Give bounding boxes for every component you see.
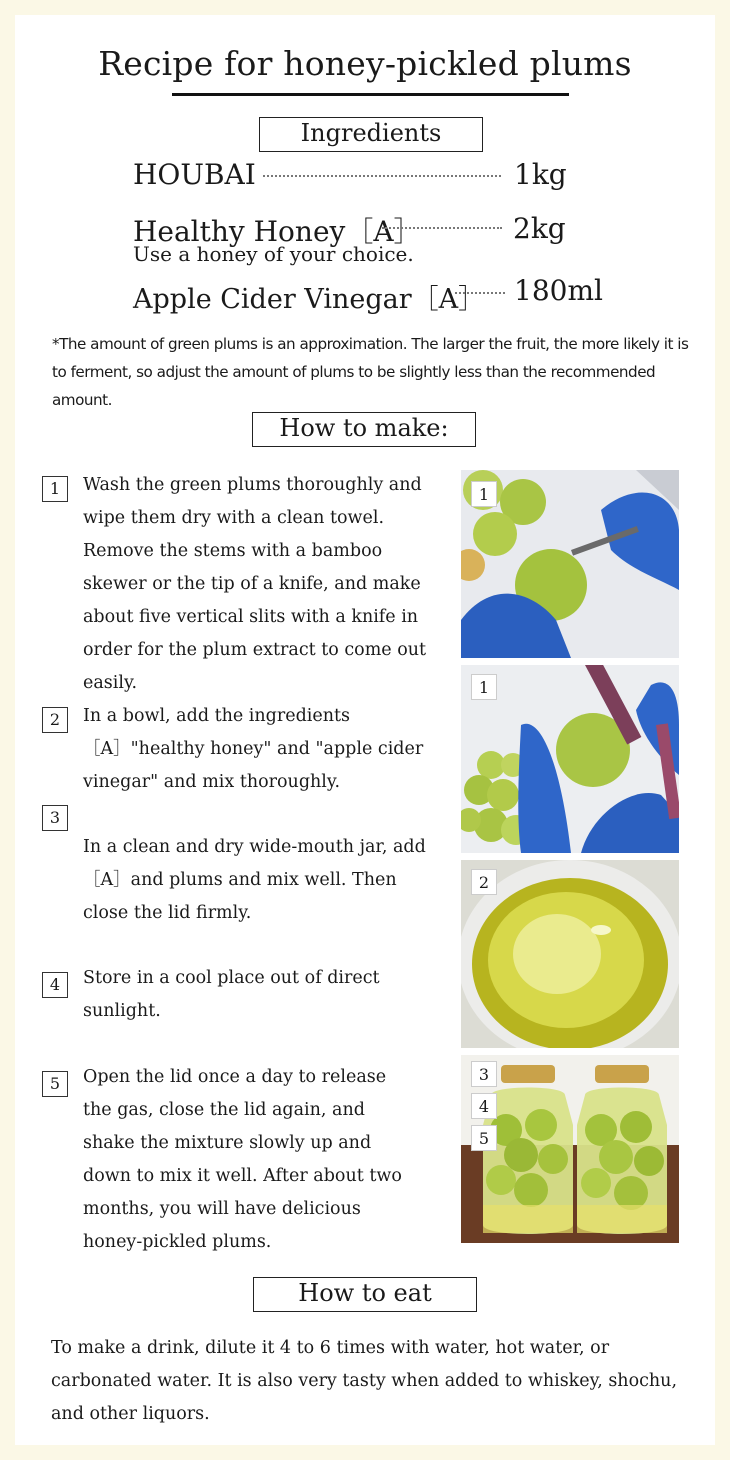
leader-dots — [263, 175, 501, 177]
ingredients-footnote: *The amount of green plums is an approximation. The larger the fruit, the more likely it is to ferment, so adjust the amount of plums to be slightly less than the recommended amount. — [52, 335, 689, 409]
plum-slitting-photo — [461, 665, 679, 853]
step-number: 1 — [42, 476, 68, 502]
step-text: Open the lid once a day to release the gas, close the lid again, and shake the mixture slowly up and down to mix it well. After about two months, you will have delicious honey-pickled plums. — [83, 1067, 402, 1252]
step-text: Wash the green plums thoroughly and wipe them dry with a clean towel. Remove the stems with a bamboo skewer or the tip of a knife, and make about five vertical slits with a knife in order for the plum extract to come out easily. — [83, 475, 427, 693]
photo-step-tag: 1 — [471, 674, 497, 700]
how-to-eat-heading: How to eat — [253, 1277, 477, 1312]
step-text: Store in a cool place out of direct sunlight. — [83, 968, 380, 1021]
how-to-eat-text: To make a drink, dilute it 4 to 6 times with water, hot water, or carbonated water. It is also very tasty when added to whiskey, shochu, and other liquors. — [51, 1338, 678, 1424]
photo-step-tag: 4 — [471, 1093, 497, 1119]
ingredient-name: Apple Cider Vinegar［A］ — [133, 284, 486, 315]
step-text: In a bowl, add the ingredients［A］"healthy honey" and "apple cider vinegar" and mix thoroughly. — [83, 706, 424, 792]
how-to-make-heading: How to make: — [252, 412, 476, 447]
photo-step-tag: 3 — [471, 1061, 497, 1087]
ingredient-name: HOUBAI — [133, 158, 256, 191]
ingredients-heading: Ingredients — [259, 117, 483, 152]
photo-step-tag: 5 — [471, 1125, 497, 1151]
plum-jars-photo — [461, 1055, 679, 1243]
page-title: Recipe for honey-pickled plums — [98, 44, 632, 83]
photo-step-tag: 1 — [471, 481, 497, 507]
leader-dots — [455, 292, 505, 294]
step-number: 5 — [42, 1071, 68, 1097]
step-number: 2 — [42, 707, 68, 733]
ingredient-note: Use a honey of your choice. — [133, 242, 414, 266]
plum-cutting-photo — [461, 470, 679, 658]
leader-dots — [382, 227, 502, 229]
ingredient-amount: 180ml — [514, 274, 603, 307]
step-number: 3 — [42, 805, 68, 831]
ingredient-name: Healthy Honey［A］ — [133, 215, 422, 248]
ingredient-amount: 1kg — [514, 158, 567, 191]
ingredient-amount: 2kg — [513, 212, 566, 245]
honey-bowl-photo — [461, 860, 679, 1048]
photo-step-tag: 2 — [471, 869, 497, 895]
title-underline — [172, 93, 569, 96]
step-number: 4 — [42, 972, 68, 998]
step-text: In a clean and dry wide-mouth jar, add［A］and plums and mix well. Then close the lid firmly. — [83, 837, 426, 923]
